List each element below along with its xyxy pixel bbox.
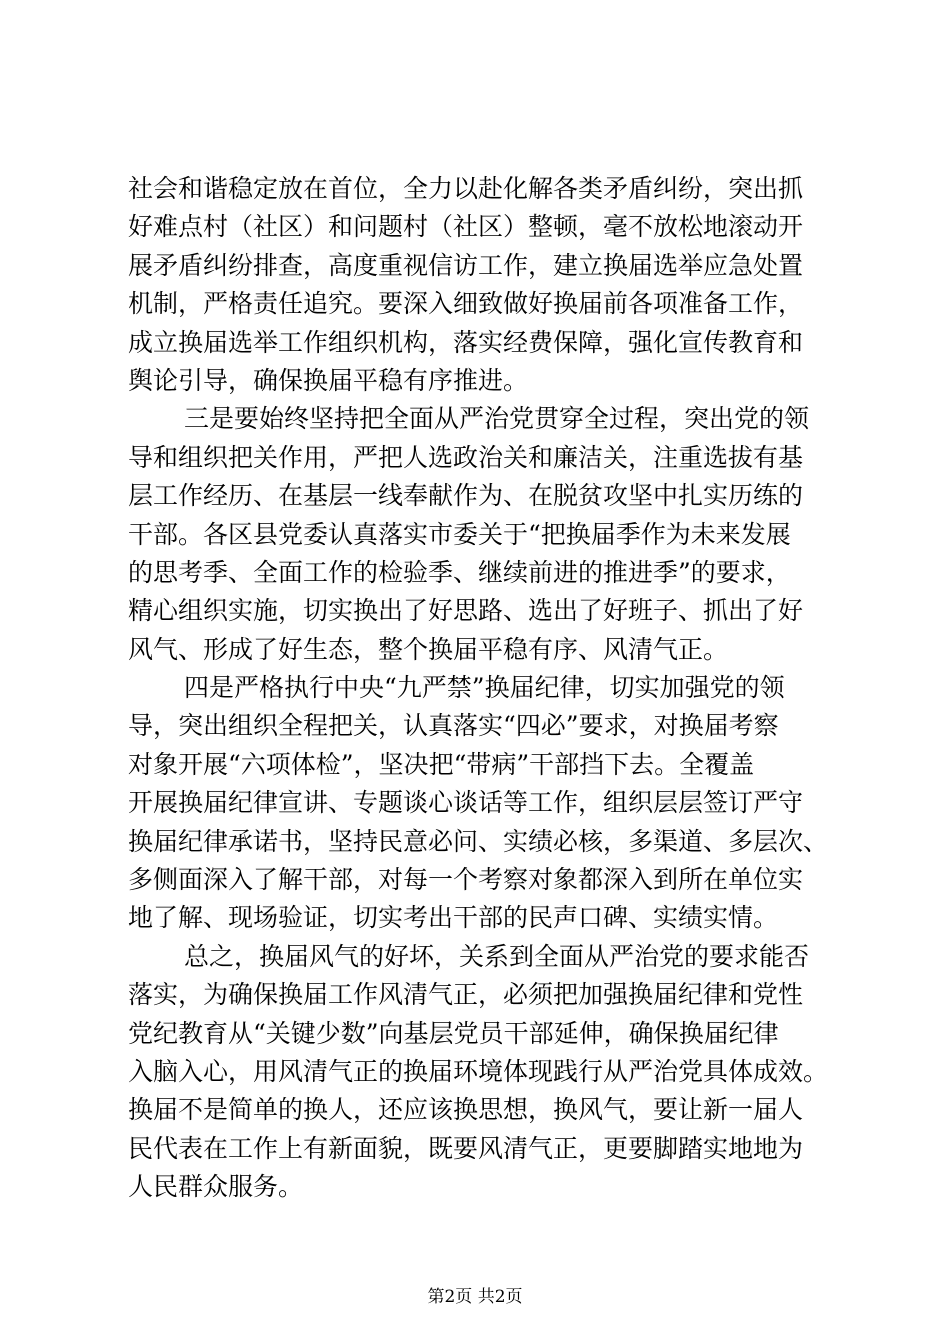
text-line: 成立换届选举工作组织机构，落实经费保障，强化宣传教育和 [128, 327, 804, 357]
page-number-footer: 第2页 共2页 [427, 1287, 523, 1307]
text-line: 舆论引导，确保换届平稳有序推进。 [128, 365, 529, 395]
text-line: 机制，严格责任追究。要深入细致做好换届前各项准备工作， [128, 289, 804, 319]
text-line: 干部。各区县党委认真落实市委关于“把换届季作为未来发展 [128, 519, 791, 549]
text-line: 民代表在工作上有新面貌，既要风清气正，更要脚踏实地地为 [128, 1133, 804, 1163]
text-line: 人民群众服务。 [128, 1172, 304, 1202]
text-line: 展矛盾纠纷排查，高度重视信访工作，建立换届选举应急处置 [128, 250, 804, 280]
text-line: 层工作经历、在基层一线奉献作为、在脱贫攻坚中扎实历练的 [128, 481, 804, 511]
text-line: 精心组织实施，切实换出了好思路、选出了好班子、抓出了好 [128, 596, 804, 626]
text-line: 开展换届纪律宣讲、专题谈心谈话等工作，组织层层签订严守 [128, 788, 804, 818]
text-line: 入脑入心，用风清气正的换届环境体现践行从严治党具体成效。 [128, 1056, 829, 1086]
text-line: 风气、形成了好生态，整个换届平稳有序、风清气正。 [128, 634, 729, 664]
text-line: 党纪教育从“关键少数”向基层党员干部延伸，确保换届纪律 [128, 1018, 779, 1048]
text-line: 地了解、现场验证，切实考出干部的民声口碑、实绩实情。 [128, 903, 779, 933]
paragraph-start-line: 三是要始终坚持把全面从严治党贯穿全过程，突出党的领 [184, 404, 810, 434]
text-line: 社会和谐稳定放在首位，全力以赴化解各类矛盾纠纷，突出抓 [128, 174, 804, 203]
text-line: 的思考季、全面工作的检验季、继续前进的推进季”的要求， [128, 557, 791, 587]
text-line: 多侧面深入了解干部，对每一个考察对象都深入到所在单位实 [128, 865, 804, 895]
text-line: 换届纪律承诺书，坚持民意必问、实绩必核，多渠道、多层次、 [128, 826, 829, 856]
body-text [128, 170, 828, 1207]
text-line: 对象开展“六项体检”，坚决把“带病”干部挡下去。全覆盖 [128, 749, 755, 779]
text-line: 导，突出组织全程把关，认真落实“四必”要求，对换届考察 [128, 711, 779, 741]
text-line: 好难点村（社区）和问题村（社区）整顿，毫不放松地滚动开 [128, 212, 804, 242]
text-line: 导和组织把关作用，严把人选政治关和廉洁关，注重选拔有基 [128, 442, 804, 472]
text-line: 换届不是简单的换人，还应该换思想，换风气，要让新一届人 [128, 1095, 804, 1125]
paragraph-start-line: 四是严格执行中央“九严禁”换届纪律，切实加强党的领 [184, 673, 785, 703]
text-line: 落实，为确保换届工作风清气正，必须把加强换届纪律和党性 [128, 980, 804, 1010]
paragraph-start-line: 总之，换届风气的好坏，关系到全面从严治党的要求能否 [184, 941, 810, 971]
